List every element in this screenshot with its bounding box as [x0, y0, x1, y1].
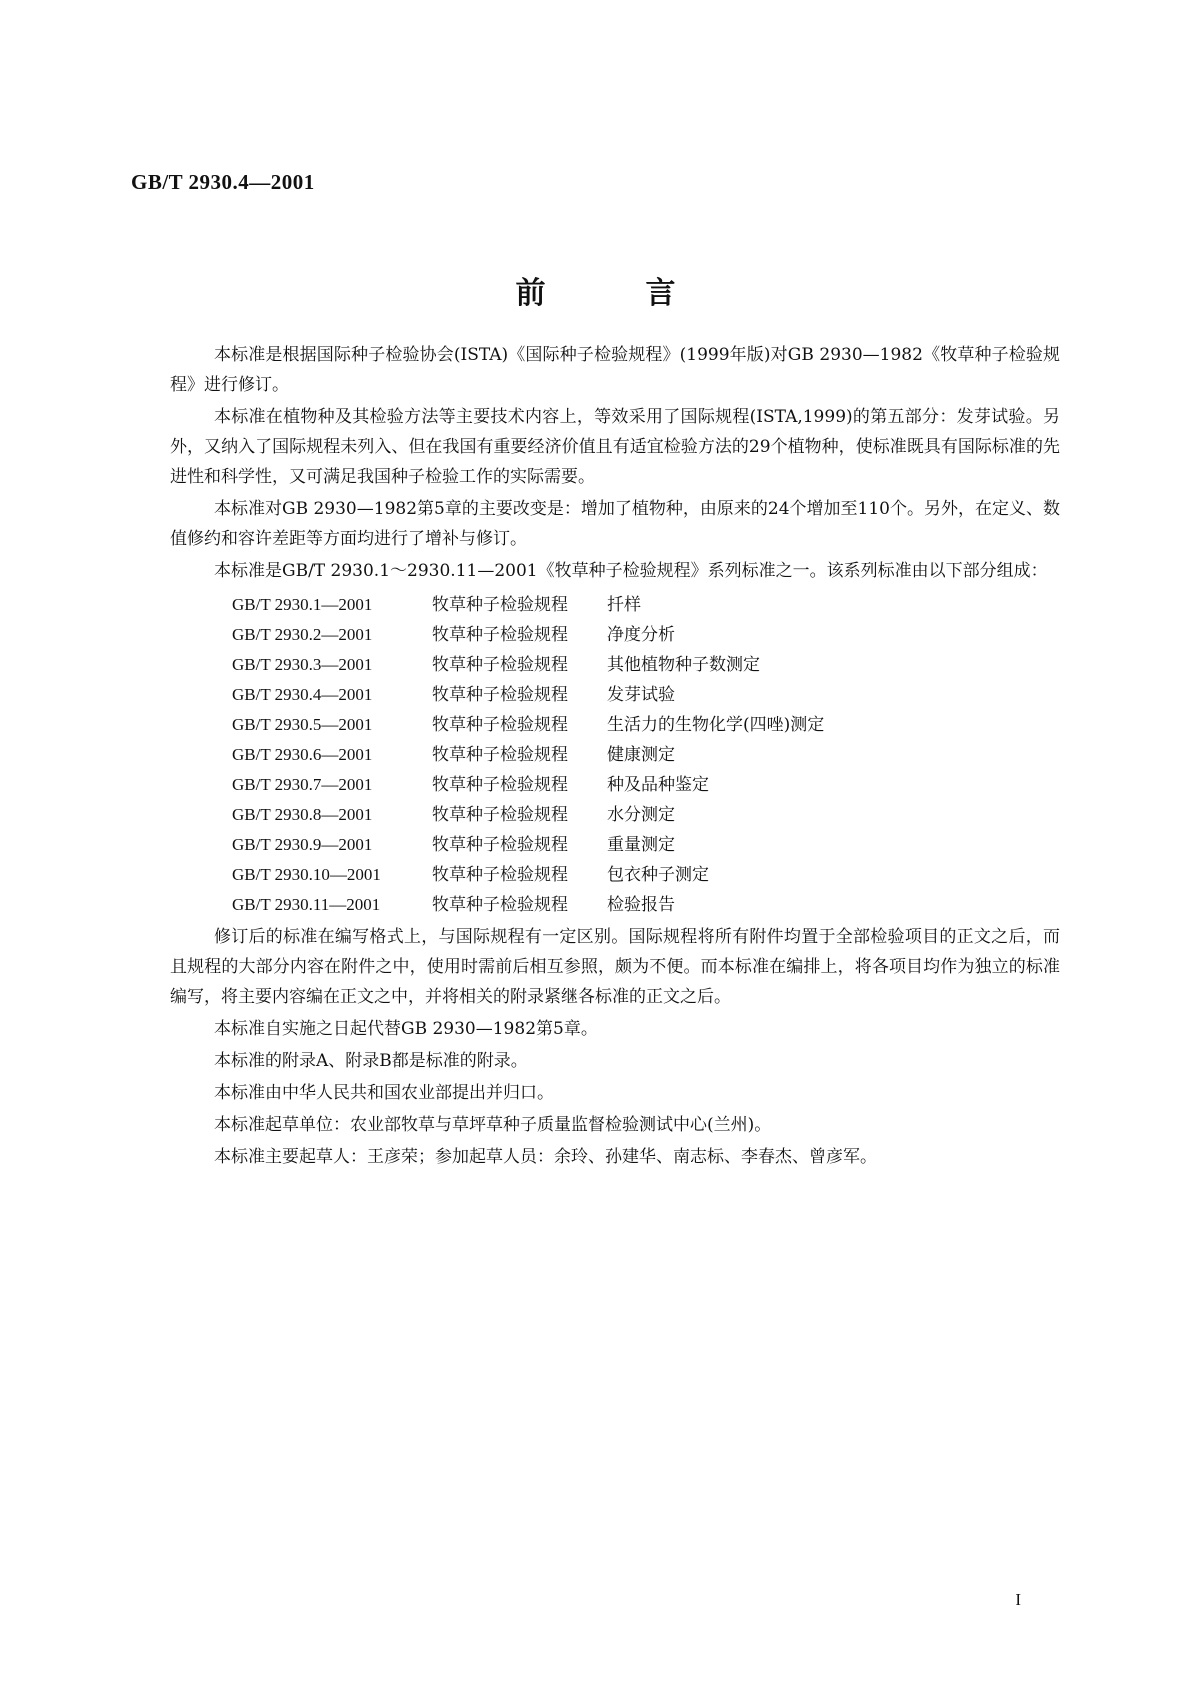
series-code: GB/T 2930.3—2001 — [232, 655, 373, 674]
series-name: 牧草种子检验规程 — [432, 715, 568, 735]
paragraph: 本标准对GB 2930—1982第5章的主要改变是：增加了植物种，由原来的24个增加至110个。另外，在定义、数值修约和容许差距等方面均进行了增补与修订。 — [170, 499, 1060, 549]
series-code: GB/T 2930.8—2001 — [232, 805, 373, 824]
series-subject: 其他植物种子数测定 — [607, 655, 760, 675]
series-name: 牧草种子检验规程 — [432, 595, 568, 615]
series-item — [232, 680, 1060, 710]
series-subject: 种及品种鉴定 — [607, 775, 709, 795]
series-name: 牧草种子检验规程 — [432, 835, 568, 855]
series-subject: 发芽试验 — [607, 685, 675, 705]
paragraph: 本标准起草单位：农业部牧草与草坪草种子质量监督检验测试中心(兰州)。 — [214, 1115, 772, 1135]
series-subject: 扦样 — [607, 595, 641, 615]
series-name: 牧草种子检验规程 — [432, 685, 568, 705]
series-subject: 净度分析 — [607, 625, 675, 645]
series-item — [232, 770, 1060, 800]
document-body — [170, 340, 1060, 1174]
series-code: GB/T 2930.6—2001 — [232, 745, 373, 764]
series-item — [232, 620, 1060, 650]
series-code: GB/T 2930.1—2001 — [232, 595, 373, 614]
series-code: GB/T 2930.5—2001 — [232, 715, 373, 734]
series-item — [232, 710, 1060, 740]
series-code: GB/T 2930.7—2001 — [232, 775, 373, 794]
series-name: 牧草种子检验规程 — [432, 805, 568, 825]
paragraph: 本标准主要起草人：王彦荣；参加起草人员：余玲、孙建华、南志标、李春杰、曾彦军。 — [214, 1147, 877, 1167]
paragraph: 本标准是根据国际种子检验协会(ISTA)《国际种子检验规程》(1999年版)对GB 2930—1982《牧草种子检验规程》进行修订。 — [170, 345, 1060, 395]
series-name: 牧草种子检验规程 — [432, 775, 568, 795]
paragraph: 本标准由中华人民共和国农业部提出并归口。 — [214, 1083, 554, 1103]
series-name: 牧草种子检验规程 — [432, 895, 568, 915]
series-code: GB/T 2930.4—2001 — [232, 685, 373, 704]
series-item — [232, 890, 1060, 920]
series-code: GB/T 2930.9—2001 — [232, 835, 373, 854]
page-number: I — [1015, 1590, 1021, 1609]
series-subject: 重量测定 — [607, 835, 675, 855]
series-item — [232, 830, 1060, 860]
paragraph: 修订后的标准在编写格式上，与国际规程有一定区别。国际规程将所有附件均置于全部检验项目的正文之后，而且规程的大部分内容在附件之中，使用时需前后相互参照，颇为不便。而本标准在编排上，将各项目均作为独立的标准编写，将主要内容编在正文之中，并将相关的附录紧继各标准的正文之后。 — [170, 927, 1060, 1007]
series-subject: 包衣种子测定 — [607, 865, 709, 885]
series-subject: 检验报告 — [607, 895, 675, 915]
series-code: GB/T 2930.10—2001 — [232, 865, 381, 884]
series-subject: 生活力的生物化学(四唑)测定 — [607, 715, 825, 735]
series-subject: 水分测定 — [607, 805, 675, 825]
series-code: GB/T 2930.2—2001 — [232, 625, 373, 644]
page-title: 前言 — [515, 276, 776, 311]
series-code: GB/T 2930.11—2001 — [232, 895, 381, 914]
series-item — [232, 740, 1060, 770]
series-name: 牧草种子检验规程 — [432, 745, 568, 765]
series-name: 牧草种子检验规程 — [432, 625, 568, 645]
series-subject: 健康测定 — [607, 745, 675, 765]
series-item — [232, 590, 1060, 620]
standard-code: GB/T 2930.4—2001 — [131, 170, 315, 194]
series-item — [232, 650, 1060, 680]
paragraph: 本标准在植物种及其检验方法等主要技术内容上，等效采用了国际规程(ISTA,1999)的第五部分：发芽试验。另外，又纳入了国际规程未列入、但在我国有重要经济价值且有适宜检验方法的29个植物种，使标准既具有国际标准的先进性和科学性，又可满足我国种子检验工作的实际需要。 — [170, 407, 1060, 487]
series-item — [232, 800, 1060, 830]
paragraph: 本标准自实施之日起代替GB 2930—1982第5章。 — [214, 1019, 598, 1039]
paragraph: 本标准的附录A、附录B都是标准的附录。 — [214, 1051, 528, 1071]
series-item — [232, 860, 1060, 890]
paragraph: 本标准是GB/T 2930.1～2930.11—2001《牧草种子检验规程》系列标准之一。该系列标准由以下部分组成： — [214, 561, 1048, 581]
series-list — [170, 590, 1060, 920]
series-name: 牧草种子检验规程 — [432, 655, 568, 675]
series-name: 牧草种子检验规程 — [432, 865, 568, 885]
